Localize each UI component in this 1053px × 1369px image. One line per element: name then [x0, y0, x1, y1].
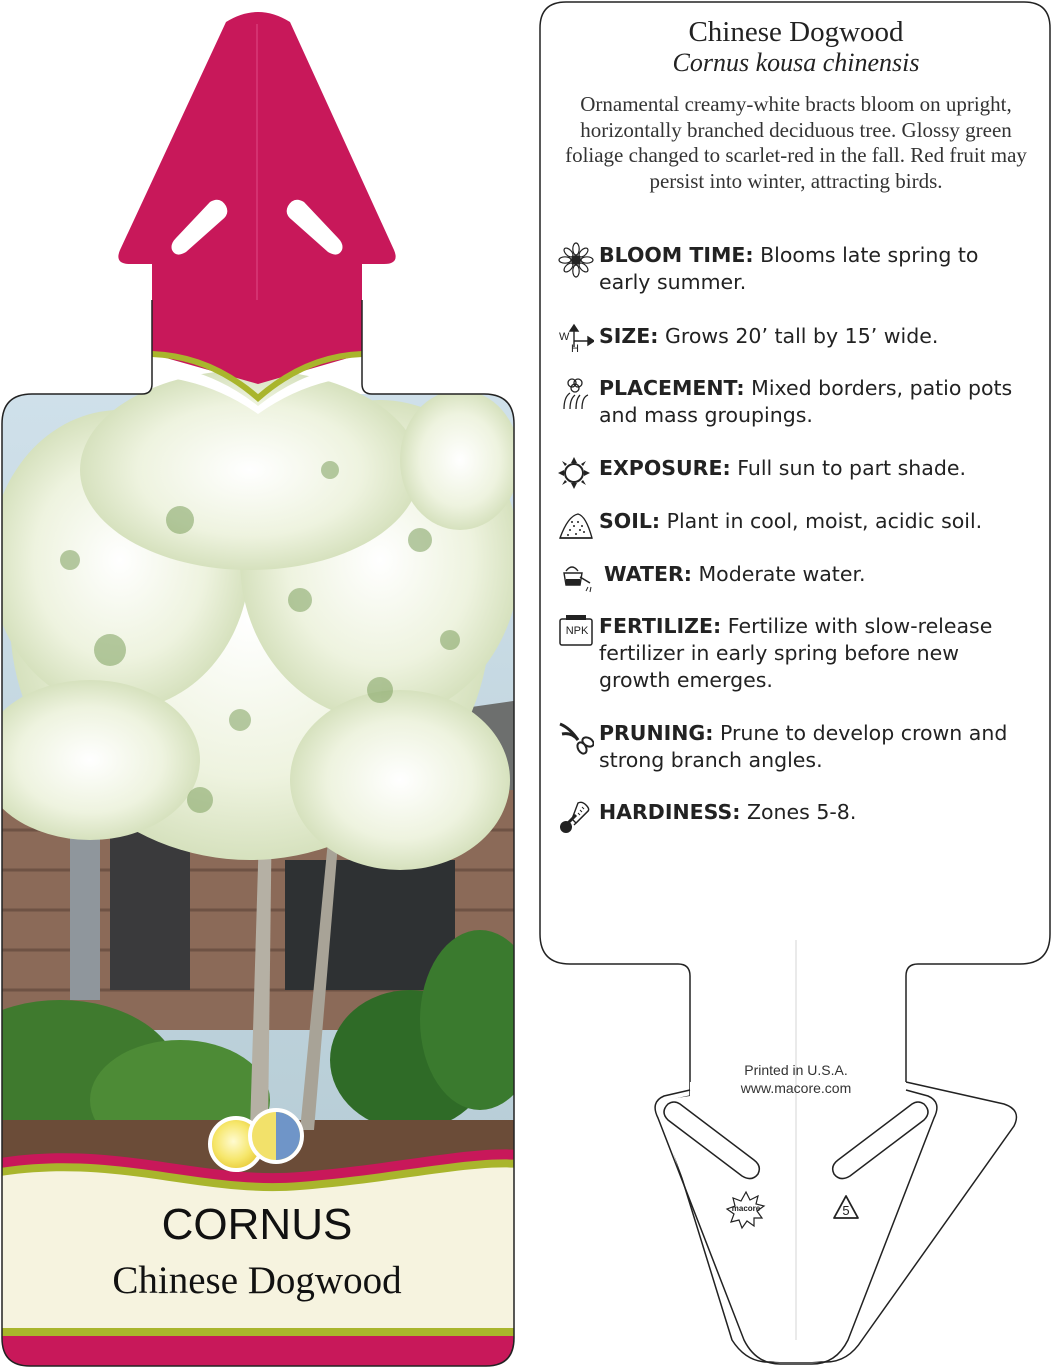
pruning-shears-icon — [558, 720, 594, 756]
front-genus: CORNUS — [161, 1200, 353, 1249]
website-text: www.macore.com — [740, 1080, 852, 1096]
thermometer-icon — [558, 799, 594, 835]
npk-label: NPK — [565, 625, 589, 637]
back-latin-name: Cornus kousa chinensis — [672, 48, 920, 77]
size-icon-w: W — [559, 331, 570, 343]
recycle-code: 5 — [842, 1203, 850, 1218]
front-tag — [0, 0, 520, 1369]
soil-pile-icon — [558, 508, 594, 544]
back-title: Chinese Dogwood — [688, 16, 904, 48]
size-icon-h: H — [571, 343, 579, 355]
watering-can-icon — [558, 561, 594, 597]
flower-icon — [558, 242, 594, 278]
front-label-panel — [0, 1167, 520, 1346]
macore-logo-text: macore — [731, 1204, 761, 1213]
sun-icon — [558, 455, 594, 491]
part-shade-icon — [250, 1110, 302, 1162]
front-common-name: Chinese Dogwood — [112, 1259, 402, 1302]
printed-info — [700, 1061, 892, 1097]
placement-plants-icon — [558, 375, 594, 411]
printed-in-text: Printed in U.S.A. — [744, 1062, 848, 1078]
back-description: Ornamental creamy-white bracts bloom on upright, horizontally branched deciduous tree. Glossy green foliage changed to scarlet-red in the fall. Red fruit may persist into winter, attracting birds. — [565, 92, 1027, 193]
